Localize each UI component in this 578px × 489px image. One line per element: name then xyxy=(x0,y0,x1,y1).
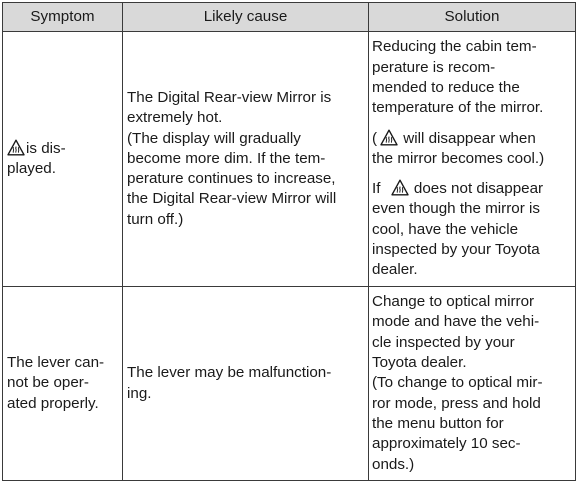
likely-cause-text: The Digital Rear-view Mirror is extremely hot. (The display will gradually become more dim. If the tem- perature continues to increase, the Digital Rear-view Mirror will turn off.) xyxy=(127,88,337,228)
likely-cause-cell xyxy=(123,32,369,287)
solution-paragraph xyxy=(372,129,573,170)
solution-paragraph: Reducing the cabin tem- perature is recom- mended to reduce the temperature of the mirror. xyxy=(372,38,544,117)
table-row xyxy=(3,32,576,287)
solution-paragraph: (To change to optical mir- ror mode, press and hold the menu button for approximately 10 sec- onds.) xyxy=(372,374,543,473)
solution-cell xyxy=(369,32,576,287)
mirror-temperature-warning-icon xyxy=(380,129,398,146)
likely-cause-cell xyxy=(123,287,369,481)
solution-paragraph xyxy=(372,179,573,280)
likely-cause-text: The lever may be malfunction- ing. xyxy=(127,364,332,402)
symptom-cell xyxy=(3,32,123,287)
troubleshooting-table xyxy=(2,2,576,481)
symptom-text: is dis- played. xyxy=(7,139,66,177)
header-solution: Solution xyxy=(369,3,576,32)
symptom-cell xyxy=(3,287,123,481)
solution-paren: ( xyxy=(372,129,378,147)
table-header-row xyxy=(3,3,576,32)
table-row xyxy=(3,287,576,481)
mirror-temperature-warning-icon xyxy=(391,179,409,196)
header-symptom: Symptom xyxy=(3,3,123,32)
header-likely-cause: Likely cause xyxy=(123,3,369,32)
solution-paragraph: Change to optical mirror mode and have the vehi- cle inspected by your Toyota dealer. xyxy=(372,293,540,372)
mirror-temperature-warning-icon xyxy=(7,139,25,156)
solution-cell xyxy=(369,287,576,481)
solution-text: does not disappear even though the mirror is cool, have the vehicle inspected by your Toyota dealer. xyxy=(372,180,544,279)
solution-text: will disappear when the mirror becomes cool.) xyxy=(372,129,545,167)
symptom-text: The lever can- not be oper- ated properly. xyxy=(7,354,105,412)
solution-text: If xyxy=(372,180,381,198)
